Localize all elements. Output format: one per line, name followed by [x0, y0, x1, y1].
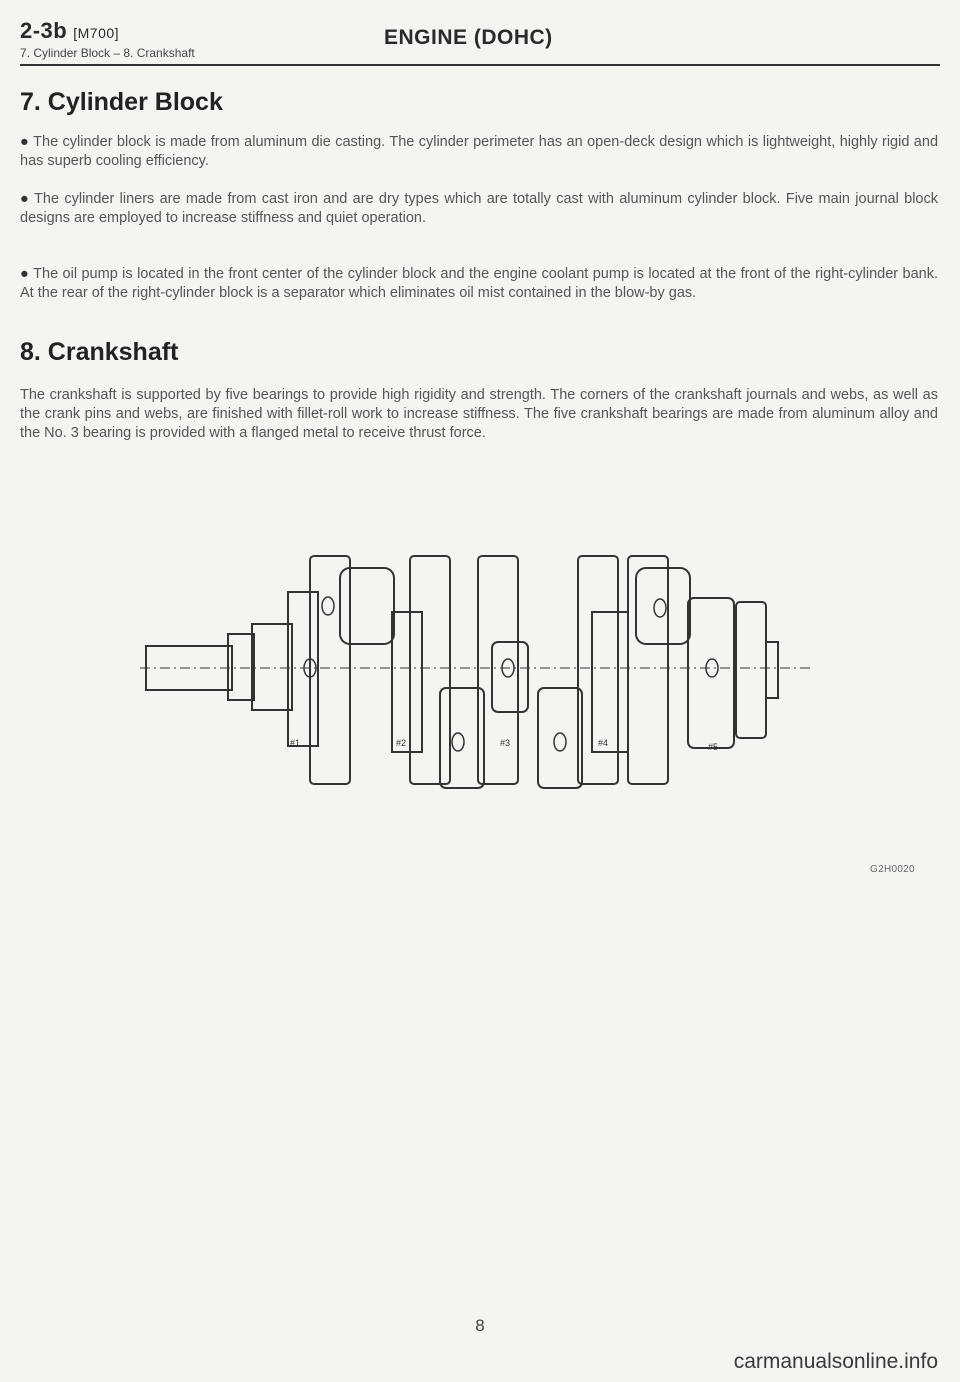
- crank-pin-4: [592, 612, 628, 752]
- paragraph-crankshaft: The crankshaft is supported by five bearings to provide high rigidity and strength. The corners of the crankshaft journals and webs, as well as the crank pins and webs, are finished with fillet-roll work to increase stiffness. The five crankshaft bearings are made from aluminum alloy and the No. 3 bearing is provided with a flanged metal to receive thrust force.: [20, 387, 938, 441]
- crank-pin-3: [538, 688, 582, 788]
- paragraph-text: The cylinder liners are made from cast iron and are dry types which are totally cast with aluminum cylinder block. Five main journal block designs are employed to increase stiffness and quiet operation.: [20, 191, 938, 226]
- crank-web-2: [410, 556, 450, 784]
- section-code: [20, 18, 119, 44]
- figure-code: G2H0020: [870, 864, 915, 875]
- flange-boss: [766, 642, 778, 698]
- journal-label-2: #2: [396, 738, 407, 748]
- header-divider: [20, 64, 940, 66]
- crank-web-5: [628, 556, 668, 784]
- bullet-icon: ●: [20, 266, 30, 282]
- section-code-text: 2-3b: [20, 18, 68, 43]
- counterweight-2: [636, 568, 690, 644]
- paragraph-text: The oil pump is located in the front center of the cylinder block and the engine coolant pump is located at the front of the right-cylinder bank. At the rear of the right-cylinder block is a separator which eliminates oil mist contained in the blow-by gas.: [20, 266, 938, 301]
- page-title: ENGINE (DOHC): [384, 26, 553, 49]
- oil-hole-icon: [554, 733, 566, 751]
- bullet-icon: ●: [20, 134, 30, 150]
- counterweight-1: [340, 568, 394, 644]
- oil-hole-icon: [322, 597, 334, 615]
- flywheel-flange: [736, 602, 766, 738]
- paragraph-cylinder-1: [20, 133, 938, 171]
- journal-label-3: #3: [500, 738, 511, 748]
- paragraph-cylinder-3: [20, 265, 938, 303]
- journal-label-1: #1: [290, 738, 301, 748]
- watermark: carmanualsonline.info: [733, 1350, 938, 1373]
- breadcrumb: 7. Cylinder Block – 8. Crankshaft: [20, 46, 195, 60]
- bullet-icon: ●: [20, 191, 31, 207]
- journal-label-5: #5: [708, 742, 719, 752]
- journal-label-4: #4: [598, 738, 609, 748]
- crankshaft-nose: [252, 624, 292, 710]
- page-number: 8: [475, 1316, 485, 1335]
- oil-hole-icon: [452, 733, 464, 751]
- crank-pin-1: [392, 612, 422, 752]
- main-journal-5: [688, 598, 734, 748]
- crankshaft-diagram: [140, 538, 820, 808]
- crank-web-4: [578, 556, 618, 784]
- paragraph-cylinder-2: [20, 190, 938, 228]
- model-code: [M700]: [73, 25, 120, 41]
- page-header: [20, 14, 940, 66]
- heading-cylinder-block: 7. Cylinder Block: [20, 88, 223, 116]
- heading-crankshaft: 8. Crankshaft: [20, 338, 179, 366]
- paragraph-text: The cylinder block is made from aluminum die casting. The cylinder perimeter has an open-deck design which is lightweight, highly rigid and has superb cooling efficiency.: [20, 134, 939, 169]
- oil-hole-icon: [654, 599, 666, 617]
